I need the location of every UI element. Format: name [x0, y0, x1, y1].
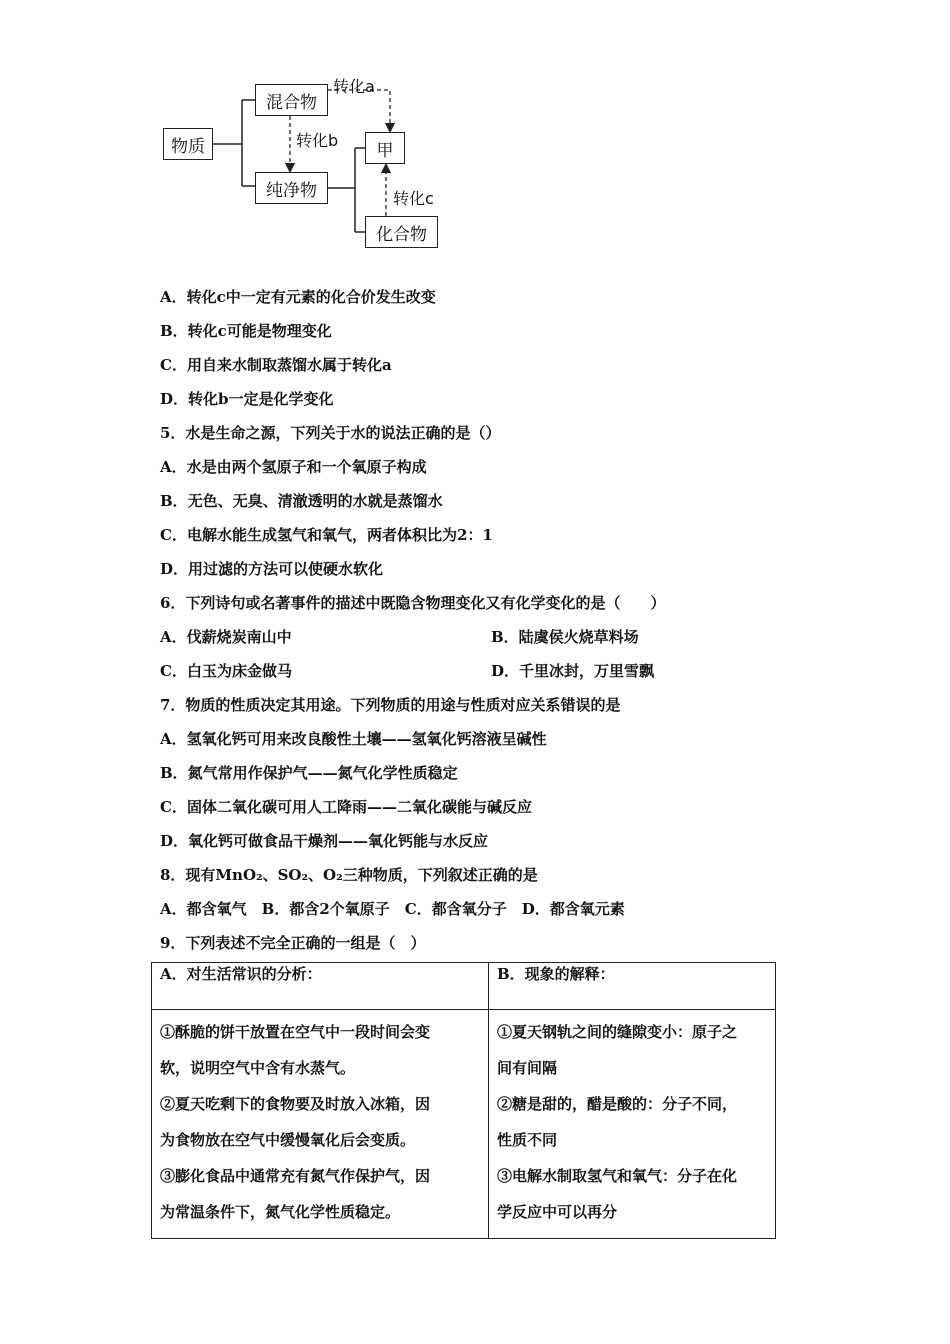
pure-substance-box: 纯净物: [255, 172, 328, 204]
q9-a-line: ③膨化食品中通常充有氮气作保护气，因: [160, 1167, 431, 1185]
compound-box: 化合物: [365, 216, 438, 248]
q8-options: A．都含氧气 B．都含2个氧原子 C．都含氧分子 D．都含氧元素: [160, 900, 625, 918]
q9-table: [151, 962, 776, 1239]
q9-b-line: ③电解水制取氢气和氧气：分子在化: [497, 1167, 738, 1185]
q4-option-b: B．转化c可能是物理变化: [160, 322, 332, 340]
q6-option-b: B．陆虞侯火烧草料场: [491, 628, 639, 646]
q9-b-line: ②糖是甜的，醋是酸的：分子不同，: [497, 1095, 738, 1113]
q6-option-c: C．白玉为床金做马: [160, 662, 292, 680]
classification-diagram: [150, 70, 470, 260]
q9-header-b: B．现象的解释：: [489, 963, 776, 1010]
q6-option-a: A．伐薪烧炭南山中: [160, 628, 292, 646]
q9-b-line: ①夏天钢轨之间的缝隙变小：原子之: [497, 1023, 738, 1041]
q5-option-b: B．无色、无臭、清澈透明的水就是蒸馏水: [160, 492, 443, 510]
q9-b-line: 间有间隔: [497, 1059, 558, 1077]
q5-option-c: C．电解水能生成氢气和氧气，两者体积比为2：1: [160, 526, 493, 544]
q9-a-line: 为食物放在空气中缓慢氧化后会变质。: [160, 1131, 416, 1149]
q7-stem: 7．物质的性质决定其用途。下列物质的用途与性质对应关系错误的是: [160, 696, 621, 714]
q9-a-line: 为常温条件下，氮气化学性质稳定。: [160, 1203, 401, 1221]
q5-option-a: A．水是由两个氢原子和一个氧原子构成: [160, 458, 427, 476]
mixture-box: 混合物: [255, 84, 328, 116]
q4-option-c: C．用自来水制取蒸馏水属于转化a: [160, 356, 392, 374]
conversion-b-label: 转化b: [296, 131, 339, 150]
q5-stem: 5．水是生命之源，下列关于水的说法正确的是（）: [160, 424, 501, 442]
q5-option-d: D．用过滤的方法可以使硬水软化: [160, 560, 384, 578]
q9-stem: 9．下列表述不完全正确的一组是（ ）: [160, 934, 426, 952]
q9-a-line: ①酥脆的饼干放置在空气中一段时间会变: [160, 1023, 431, 1041]
q7-option-d: D．氧化钙可做食品干燥剂——氧化钙能与水反应: [160, 832, 489, 850]
q7-option-a: A．氢氧化钙可用来改良酸性土壤——氢氧化钙溶液呈碱性: [160, 730, 547, 748]
q4-option-d: D．转化b一定是化学变化: [160, 390, 334, 408]
q6-stem: 6．下列诗句或名著事件的描述中既隐含物理变化又有化学变化的是（ ）: [160, 594, 666, 612]
conversion-c-label: 转化c: [393, 189, 434, 208]
q9-a-line: ②夏天吃剩下的食物要及时放入冰箱，因: [160, 1095, 431, 1113]
q9-header-a: A．对生活常识的分析：: [152, 963, 489, 1010]
q9-a-line: 软，说明空气中含有水蒸气。: [160, 1059, 356, 1077]
q9-cell-a: [152, 1010, 489, 1239]
q4-option-a: A．转化c中一定有元素的化合价发生改变: [160, 288, 436, 306]
q9-b-line: 学反应中可以再分: [497, 1203, 618, 1221]
q8-stem: 8．现有MnO₂、SO₂、O₂三种物质，下列叙述正确的是: [160, 866, 538, 884]
q7-option-b: B．氮气常用作保护气——氮气化学性质稳定: [160, 764, 458, 782]
conversion-a-label: 转化a: [333, 77, 375, 96]
jia-box: 甲: [365, 132, 405, 164]
q7-option-c: C．固体二氧化碳可用人工降雨——二氧化碳能与碱反应: [160, 798, 532, 816]
substance-box: 物质: [163, 128, 213, 160]
q9-b-line: 性质不同: [497, 1131, 558, 1149]
q9-cell-b: [489, 1010, 776, 1239]
q6-option-d: D．千里冰封，万里雪飘: [491, 662, 655, 680]
